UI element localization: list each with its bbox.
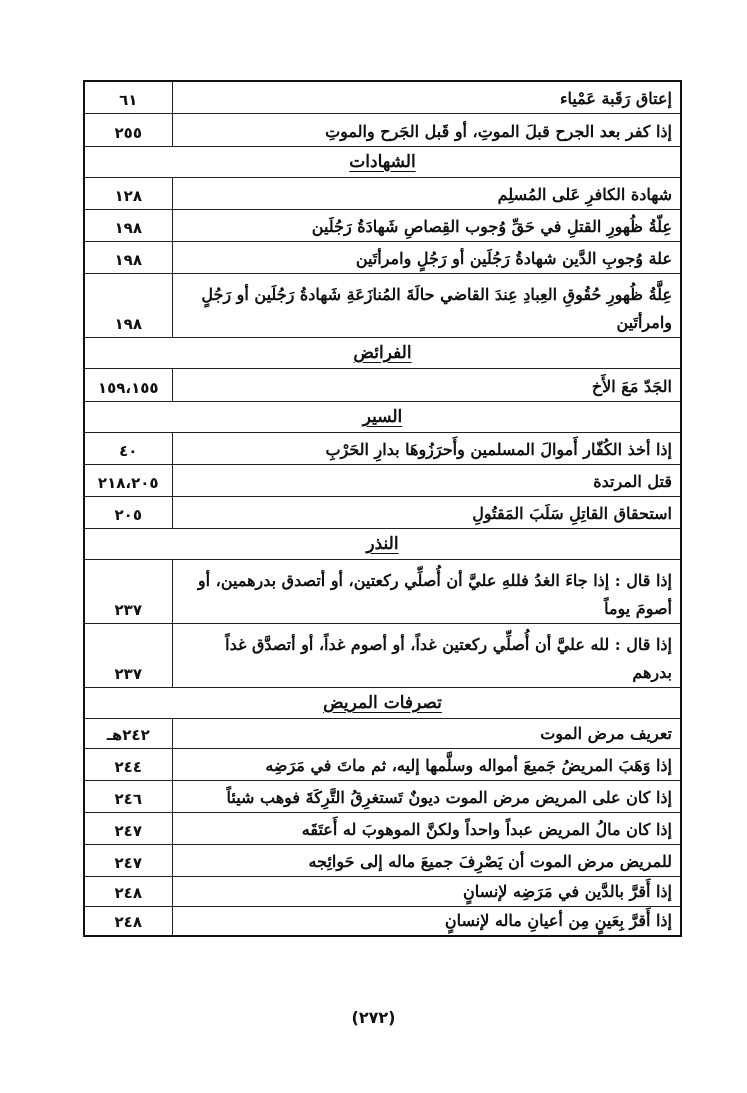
page-ref: ٢٤٢هـ: [84, 718, 172, 748]
page-ref: ٢٤٨: [84, 906, 172, 936]
topic-text: إذا أَقرَّ بالدَّين في مَرَضِه لإنسانٍ: [172, 876, 681, 906]
page-ref: ١٢٨: [84, 177, 172, 209]
section-heading-row: [84, 337, 681, 368]
page-ref: ٢٣٧: [84, 559, 172, 623]
page-ref: ٢٤٤: [84, 748, 172, 780]
table-row: [84, 559, 681, 623]
page-ref: ٦١: [84, 81, 172, 113]
table-row: [84, 81, 681, 113]
topic-text: تعريف مرض الموت: [172, 718, 681, 748]
topic-text: إذا وَهَبَ المريضُ جَميعَ أمواله وسلَّمها إليه، ثم ماتَ في مَرَضِه: [172, 748, 681, 780]
page-ref: ١٩٨: [84, 209, 172, 241]
topic-text: علة وُجوبِ الدَّين شهادةُ رَجُلَين أو رَجُلٍ وامرأتَين: [172, 241, 681, 273]
topic-text: إذا كان مالُ المريض عبداً واحداً ولكنَّ الموهوبَ له أَعتَقَه: [172, 812, 681, 844]
table-row: [84, 368, 681, 401]
page-ref: ٢٠٥: [84, 496, 172, 528]
table-row: [84, 113, 681, 146]
topic-text: إذا قال : لله عليَّ أن أُصلِّي ركعتين غداً، أو أصوم غداً، أو أتصدَّق غداً بدرهم: [172, 623, 681, 687]
topic-text: إعتاق رَقَبة عَمْياء: [172, 81, 681, 113]
topic-text: للمريض مرض الموت أن يَصْرِفَ جميعَ ماله إلى حَوائِجه: [172, 844, 681, 876]
table-row: [84, 273, 681, 337]
section-heading: النذر: [84, 528, 681, 559]
section-heading: الفرائض: [84, 337, 681, 368]
topic-text: إذا قال : إذا جاءَ الغدُ فللهِ عليَّ أن أُصلِّي ركعتين، أو أتصدق بدرهمين، أو أصومَ يوماً: [172, 559, 681, 623]
topic-text: إذا أَقرَّ بِعَينٍ مِن أعيانِ ماله لإنسانٍ: [172, 906, 681, 936]
topic-text: عِلَّةُ ظُهورِ حُقُوقِ العِبادِ عِندَ القاضي حالَةَ المُنازَعَةِ شَهادةُ رَجُلَين أو رَجُلٍ وامرأتَين: [172, 273, 681, 337]
page-ref: ٢٤٧: [84, 812, 172, 844]
table-row: [84, 718, 681, 748]
section-heading: تصرفات المريض: [84, 687, 681, 718]
page-ref: ٢٤٧: [84, 844, 172, 876]
section-heading-row: [84, 687, 681, 718]
page-ref: ١٩٨: [84, 273, 172, 337]
topic-text: استحقاق القاتِلِ سَلَبَ المَقتُولِ: [172, 496, 681, 528]
page-ref: ٢٤٦: [84, 780, 172, 812]
page-ref: ٢٣٧: [84, 623, 172, 687]
page-number: (٢٧٢): [351, 1008, 396, 1027]
topic-text: إذا كفر بعد الجرح قبلَ الموتِ، أو قَبل الجَرح والموتِ: [172, 113, 681, 146]
section-heading: السير: [84, 401, 681, 432]
section-heading: الشهادات: [84, 146, 681, 177]
table-row: [84, 812, 681, 844]
table-row: [84, 844, 681, 876]
topic-text: قتل المرتدة: [172, 464, 681, 496]
table-row: [84, 241, 681, 273]
topic-text: إذا كان على المريض مرض الموت ديونٌ تَستغرِقُ التَّرِكَةَ فوهب شيئاً: [172, 780, 681, 812]
section-heading-row: [84, 528, 681, 559]
table-row: [84, 464, 681, 496]
table-row: [84, 780, 681, 812]
topic-text: عِلّةُ ظُهورِ القتلِ في حَقِّ وُجوب القِصاصِ شَهادَةُ رَجُلَين: [172, 209, 681, 241]
table-row: [84, 432, 681, 464]
section-heading-row: [84, 146, 681, 177]
table-row: [84, 748, 681, 780]
table-row: [84, 876, 681, 906]
table-row: [84, 209, 681, 241]
topic-text: شهادة الكافرِ عَلى المُسلِم: [172, 177, 681, 209]
table-row: [84, 177, 681, 209]
subject-index-table: [83, 80, 682, 937]
topic-text: إذا أخذ الكُفّار أَموالَ المسلمين وأَحرَزُوهَا بدارِ الحَرْبِ: [172, 432, 681, 464]
table-row: [84, 496, 681, 528]
table-row: [84, 623, 681, 687]
page-ref: ٢١٨،٢٠٥: [84, 464, 172, 496]
table-row: [84, 906, 681, 936]
section-heading-row: [84, 401, 681, 432]
page-ref: ٢٥٥: [84, 113, 172, 146]
page-ref: ١٥٩،١٥٥: [84, 368, 172, 401]
page-ref: ٤٠: [84, 432, 172, 464]
page-ref: ٢٤٨: [84, 876, 172, 906]
page-ref: ١٩٨: [84, 241, 172, 273]
topic-text: الجَدّ مَعَ الأَخ: [172, 368, 681, 401]
